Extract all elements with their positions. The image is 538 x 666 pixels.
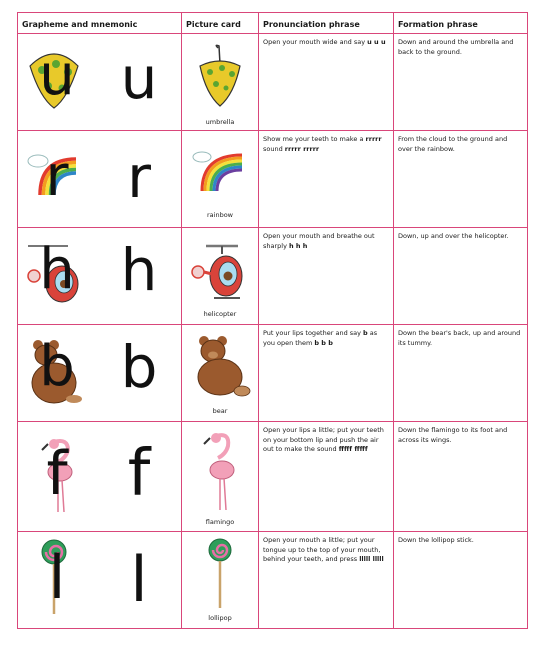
mnemonic-letter: h: [39, 237, 75, 302]
table-row: [18, 422, 528, 532]
picture-cell: [182, 228, 259, 325]
header-pronunciation: Pronunciation phrase: [259, 13, 394, 34]
phonics-table: [17, 12, 528, 629]
pronunciation-sound: rrrrr: [365, 135, 382, 143]
grapheme-cell: [18, 228, 182, 325]
umbrella-icon: [188, 44, 252, 118]
picture-cell: [182, 131, 259, 228]
formation-text: From the cloud to the ground and over the rainbow.: [398, 135, 508, 153]
rainbow-icon: [188, 145, 252, 199]
lollipop-mnemonic-icon: [24, 538, 84, 618]
grapheme-cell: [18, 131, 182, 228]
pronunciation-text: Open your mouth wide and say: [263, 38, 368, 46]
picture-label: bear: [212, 407, 228, 415]
picture-cell: [182, 422, 259, 532]
pronunciation-cell: [259, 532, 394, 629]
formation-cell: [394, 34, 528, 131]
mnemonic-letter: u: [39, 43, 75, 108]
mnemonic-letter: f: [46, 439, 68, 509]
pronunciation-sound: h h h: [289, 241, 308, 250]
rainbow-mnemonic-icon: [24, 145, 84, 217]
picture-label: rainbow: [207, 211, 233, 219]
formation-text: Down the bear's back, up and around its tummy.: [398, 329, 521, 347]
picture-label: flamingo: [205, 518, 235, 526]
grapheme-letter: h: [120, 236, 158, 304]
pronunciation-cell: [259, 228, 394, 325]
pronunciation-sound-repeat: b b b: [314, 338, 333, 347]
pronunciation-sound: fffff fffff: [338, 445, 368, 453]
helicopter-icon: [188, 238, 252, 310]
pronunciation-text-tail: as you open them: [263, 329, 378, 347]
pronunciation-sound: b: [363, 329, 368, 337]
grapheme-letter: r: [127, 143, 151, 211]
pronunciation-text: Open your mouth and breathe out sharply: [263, 232, 375, 250]
pronunciation-cell: [259, 131, 394, 228]
table-row: [18, 325, 528, 422]
pronunciation-text: Put your lips together and say: [263, 329, 364, 337]
formation-text: Down the lollipop stick.: [398, 536, 474, 544]
flamingo-mnemonic-icon: [24, 436, 84, 516]
grapheme-letter: f: [127, 437, 151, 511]
grapheme-letter: b: [120, 333, 158, 401]
pronunciation-cell: [259, 34, 394, 131]
bear-icon: [188, 333, 252, 403]
formation-cell: [394, 228, 528, 325]
formation-cell: [394, 422, 528, 532]
picture-label: lollipop: [208, 614, 232, 622]
pronunciation-cell: [259, 325, 394, 422]
formation-text: Down, up and over the helicopter.: [398, 232, 509, 240]
picture-cell: [182, 34, 259, 131]
bear-mnemonic-icon: [24, 335, 84, 407]
header-row: [18, 13, 528, 34]
header-picture: Picture card: [182, 13, 259, 34]
umbrella-mnemonic-icon: [24, 44, 84, 116]
header-grapheme: Grapheme and mnemonic: [18, 13, 182, 34]
mnemonic-letter: r: [45, 144, 69, 209]
picture-cell: [182, 532, 259, 629]
lollipop-icon: [188, 536, 252, 616]
grapheme-cell: [18, 325, 182, 422]
picture-label: umbrella: [205, 118, 235, 126]
table-row: [18, 34, 528, 131]
pronunciation-cell: [259, 422, 394, 532]
helicopter-mnemonic-icon: [24, 238, 84, 310]
formation-cell: [394, 532, 528, 629]
table-row: [18, 131, 528, 228]
formation-cell: [394, 325, 528, 422]
grapheme-cell: [18, 532, 182, 629]
pronunciation-text: Open your mouth a little; put your tongue up to the top of your mouth, behind your teeth, and press: [263, 536, 381, 563]
mnemonic-letter: b: [39, 334, 75, 399]
pronunciation-sound: lllll lllll: [359, 555, 384, 563]
mnemonic-letter: l: [48, 543, 66, 613]
picture-label: helicopter: [203, 310, 237, 318]
grapheme-letter: l: [130, 543, 148, 616]
header-formation: Formation phrase: [394, 13, 528, 34]
table-row: [18, 532, 528, 629]
flamingo-icon: [188, 430, 252, 518]
pronunciation-text-tail: sound: [263, 144, 285, 153]
grapheme-letter: u: [120, 44, 158, 112]
grapheme-cell: [18, 34, 182, 131]
pronunciation-text: Open your lips a little; put your teeth on your bottom lip and push the air out to make the sound: [263, 426, 384, 453]
formation-cell: [394, 131, 528, 228]
pronunciation-sound: u u u: [367, 38, 386, 46]
formation-text: Down the flamingo to its foot and across its wings.: [398, 426, 508, 444]
pronunciation-text: Show me your teeth to make a: [263, 135, 366, 143]
grapheme-cell: [18, 422, 182, 532]
pronunciation-sound-repeat: rrrrr rrrrr: [284, 144, 320, 153]
picture-cell: [182, 325, 259, 422]
table-row: [18, 228, 528, 325]
formation-text: Down and around the umbrella and back to the ground.: [398, 38, 514, 56]
